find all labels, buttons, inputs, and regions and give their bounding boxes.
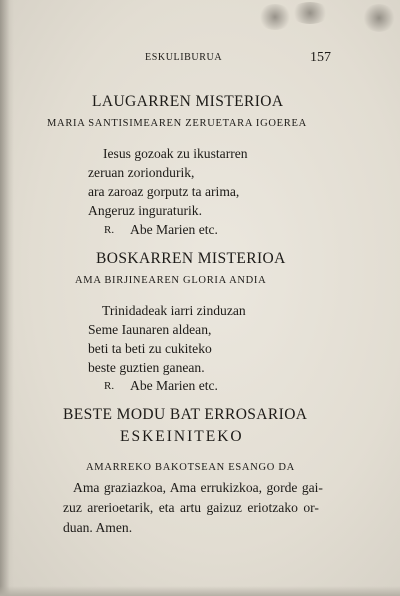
prose-line: Ama graziazkoa, Ama errukizkoa, gorde gai- <box>73 480 323 495</box>
page-number: 157 <box>310 50 331 65</box>
prose-line: zuz arerioetarik, eta artu gaizuz eriotzako or- <box>63 500 319 515</box>
section-subtitle: MARIA SANTISIMEAREN ZERUETARA IGOEREA <box>47 118 307 129</box>
section-title: BESTE MODU BAT ERROSARIOA <box>63 406 308 423</box>
verse-line: Trinidadeak iarri zinduzan <box>102 303 246 318</box>
verse-line: beti ta beti zu cukiteko <box>88 341 212 356</box>
page-gutter-shadow <box>0 0 14 596</box>
verse-line: ara zaroaz gorputz ta arima, <box>88 184 240 199</box>
section-subtitle: AMA BIRJINEAREN GLORIA ANDIA <box>75 275 267 286</box>
prose-line: duan. Amen. <box>63 520 133 535</box>
response-marker: R. <box>104 380 115 392</box>
section-title: BOSKARREN MISTERIOA <box>96 250 286 267</box>
page-bottom-shadow <box>0 586 400 596</box>
ink-stain <box>290 2 330 24</box>
section-title-continued: ESKEINITEKO <box>120 428 244 445</box>
response-text: Abe Marien etc. <box>130 378 218 393</box>
ink-stain <box>258 4 292 30</box>
verse-line: zeruan zoriondurik, <box>88 165 195 180</box>
ink-stain <box>362 4 396 32</box>
verse-line: Angeruz inguraturik. <box>88 203 203 218</box>
verse-line: beste guztien ganean. <box>88 360 205 375</box>
running-title: ESKULIBURUA <box>145 52 223 63</box>
section-title: LAUGARREN MISTERIOA <box>92 93 284 110</box>
verse-line: Iesus gozoak zu ikustarren <box>103 146 248 161</box>
response-text: Abe Marien etc. <box>130 222 218 237</box>
section-subtitle: AMARREKO BAKOTSEAN ESANGO DA <box>86 462 295 473</box>
verse-line: Seme Iaunaren aldean, <box>88 322 212 337</box>
response-marker: R. <box>104 224 115 236</box>
